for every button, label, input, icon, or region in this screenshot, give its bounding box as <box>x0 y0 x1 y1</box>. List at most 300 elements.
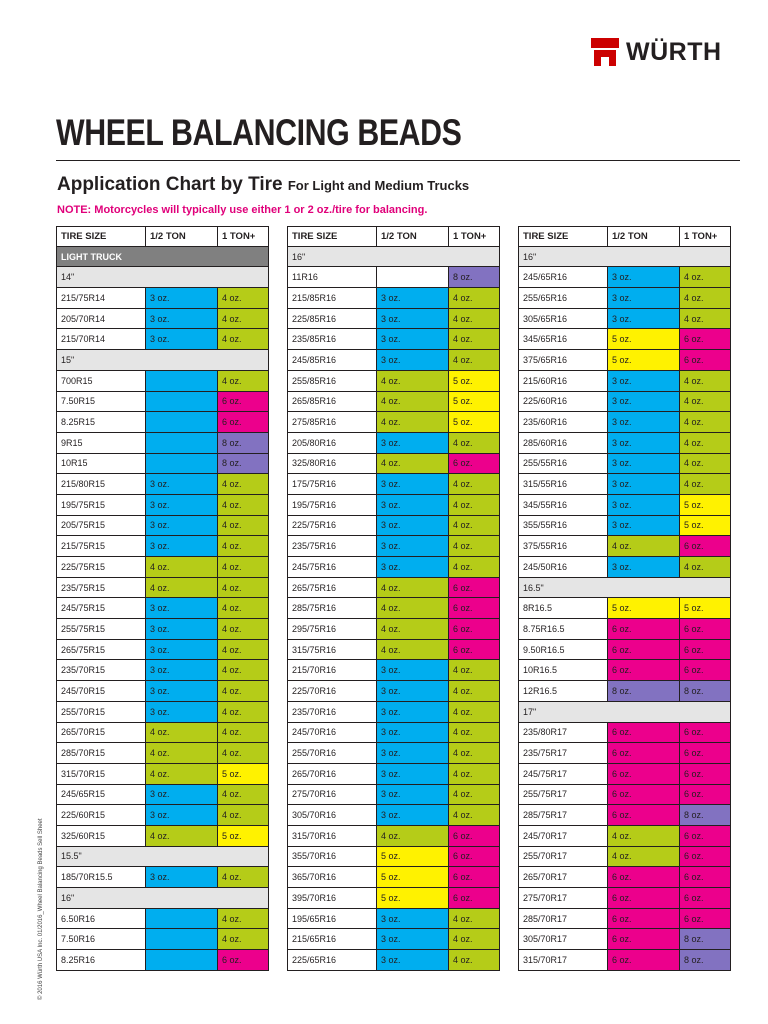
one-ton-cell: 6 oz. <box>680 888 731 909</box>
table-row <box>518 288 731 309</box>
tire-size-cell: 235/80R17 <box>518 723 608 744</box>
one-ton-cell: 4 oz. <box>680 392 731 413</box>
one-ton-cell: 4 oz. <box>680 267 731 288</box>
table-row <box>518 681 731 702</box>
category-row <box>518 578 731 599</box>
tire-size-cell: 8.25R16 <box>56 950 146 971</box>
tire-size-cell: 205/75R15 <box>56 516 146 537</box>
table-row <box>287 516 500 537</box>
half-ton-cell: 3 oz. <box>377 309 449 330</box>
one-ton-cell: 6 oz. <box>680 743 731 764</box>
one-ton-cell: 8 oz. <box>218 454 269 475</box>
tire-size-cell: 315/70R16 <box>287 826 377 847</box>
table-row <box>287 557 500 578</box>
half-ton-cell: 4 oz. <box>608 847 680 868</box>
half-ton-cell: 6 oz. <box>608 805 680 826</box>
one-ton-cell: 4 oz. <box>449 495 500 516</box>
subtitle-main: Application Chart by Tire <box>57 174 283 195</box>
tire-size-cell: 255/70R17 <box>518 847 608 868</box>
table-row <box>56 640 269 661</box>
table-row <box>287 909 500 930</box>
tire-size-cell: 255/75R17 <box>518 785 608 806</box>
tire-size-cell: 10R16.5 <box>518 660 608 681</box>
rim-size-label: 14" <box>56 267 269 288</box>
one-ton-cell: 6 oz. <box>449 867 500 888</box>
category-row <box>518 247 731 268</box>
tire-size-cell: 8.25R15 <box>56 412 146 433</box>
one-ton-cell: 6 oz. <box>680 909 731 930</box>
table-row <box>518 329 731 350</box>
half-ton-cell: 6 oz. <box>608 640 680 661</box>
one-ton-cell: 5 oz. <box>218 764 269 785</box>
one-ton-cell: 4 oz. <box>218 557 269 578</box>
tire-size-cell: 7.50R15 <box>56 392 146 413</box>
table-row <box>518 929 731 950</box>
table-row <box>518 785 731 806</box>
tire-size-cell: 215/60R16 <box>518 371 608 392</box>
half-ton-cell: 4 oz. <box>377 640 449 661</box>
half-ton-cell: 4 oz. <box>146 723 218 744</box>
one-ton-cell: 4 oz. <box>218 805 269 826</box>
tire-size-cell: 195/65R16 <box>287 909 377 930</box>
one-ton-cell: 6 oz. <box>680 785 731 806</box>
table-row <box>56 702 269 723</box>
one-ton-cell: 6 oz. <box>218 412 269 433</box>
half-ton-cell: 3 oz. <box>146 288 218 309</box>
tire-size-cell: 315/75R16 <box>287 640 377 661</box>
tire-size-cell: 325/60R15 <box>56 826 146 847</box>
half-ton-cell: 5 oz. <box>608 329 680 350</box>
table-row <box>518 536 731 557</box>
one-ton-cell: 4 oz. <box>218 619 269 640</box>
tire-size-cell: 225/70R16 <box>287 681 377 702</box>
subtitle-small: For Light and Medium Trucks <box>287 178 470 193</box>
tire-size-cell: 285/60R16 <box>518 433 608 454</box>
rim-size-label: 16.5" <box>518 578 731 599</box>
one-ton-cell: 5 oz. <box>680 516 731 537</box>
tire-size-cell: 215/75R15 <box>56 536 146 557</box>
one-ton-cell: 4 oz. <box>449 805 500 826</box>
category-row <box>56 267 269 288</box>
half-ton-cell: 3 oz. <box>146 536 218 557</box>
tire-size-cell: 12R16.5 <box>518 681 608 702</box>
table-row <box>518 950 731 971</box>
wurth-logo-icon <box>590 37 620 67</box>
tire-size-cell: 345/55R16 <box>518 495 608 516</box>
table-header-row <box>287 226 500 247</box>
half-ton-cell: 3 oz. <box>377 764 449 785</box>
tire-size-cell: 245/70R16 <box>287 723 377 744</box>
tire-size-cell: 225/60R15 <box>56 805 146 826</box>
brand-name: WÜRTH <box>626 37 722 66</box>
half-ton-cell: 3 oz. <box>146 474 218 495</box>
tire-size-cell: 365/70R16 <box>287 867 377 888</box>
one-ton-cell: 4 oz. <box>680 412 731 433</box>
tire-size-cell: 225/85R16 <box>287 309 377 330</box>
half-ton-cell: 4 oz. <box>377 598 449 619</box>
half-ton-cell: 5 oz. <box>377 867 449 888</box>
table-row <box>287 805 500 826</box>
one-ton-cell: 8 oz. <box>680 929 731 950</box>
header-cell: 1 TON+ <box>218 226 269 247</box>
table-row <box>56 929 269 950</box>
half-ton-cell: 6 oz. <box>608 909 680 930</box>
tire-size-cell: 185/70R15.5 <box>56 867 146 888</box>
table-row <box>56 805 269 826</box>
table-row <box>56 723 269 744</box>
tire-size-cell: 8R16.5 <box>518 598 608 619</box>
half-ton-cell: 5 oz. <box>608 350 680 371</box>
half-ton-cell: 3 oz. <box>608 433 680 454</box>
table-row <box>56 681 269 702</box>
half-ton-cell <box>146 392 218 413</box>
tire-size-cell: 315/70R15 <box>56 764 146 785</box>
tire-size-cell: 9.50R16.5 <box>518 640 608 661</box>
table-row <box>287 371 500 392</box>
tire-size-cell: 9R15 <box>56 433 146 454</box>
tire-size-cell: 275/85R16 <box>287 412 377 433</box>
one-ton-cell: 4 oz. <box>449 785 500 806</box>
one-ton-cell: 6 oz. <box>449 454 500 475</box>
half-ton-cell: 4 oz. <box>146 578 218 599</box>
one-ton-cell: 4 oz. <box>218 474 269 495</box>
table-row <box>287 454 500 475</box>
wurth-logo <box>590 34 740 70</box>
table-row <box>287 619 500 640</box>
tire-size-cell: 245/85R16 <box>287 350 377 371</box>
one-ton-cell: 6 oz. <box>680 764 731 785</box>
table-row <box>56 557 269 578</box>
half-ton-cell: 3 oz. <box>377 288 449 309</box>
half-ton-cell: 3 oz. <box>377 681 449 702</box>
half-ton-cell <box>146 929 218 950</box>
tire-size-cell: 245/65R15 <box>56 785 146 806</box>
half-ton-cell: 3 oz. <box>608 392 680 413</box>
one-ton-cell: 8 oz. <box>680 950 731 971</box>
table-row <box>56 474 269 495</box>
tire-size-cell: 245/70R15 <box>56 681 146 702</box>
one-ton-cell: 4 oz. <box>218 329 269 350</box>
one-ton-cell: 6 oz. <box>218 950 269 971</box>
note: NOTE: Motorcycles will typically use either 1 or 2 oz./tire for balancing. <box>57 204 428 216</box>
half-ton-cell: 3 oz. <box>608 454 680 475</box>
table-row <box>518 267 731 288</box>
one-ton-cell: 4 oz. <box>449 288 500 309</box>
one-ton-cell: 4 oz. <box>218 723 269 744</box>
half-ton-cell: 3 oz. <box>377 723 449 744</box>
one-ton-cell: 5 oz. <box>449 371 500 392</box>
half-ton-cell <box>146 412 218 433</box>
one-ton-cell: 4 oz. <box>449 433 500 454</box>
tire-size-cell: 245/75R15 <box>56 598 146 619</box>
table-row <box>518 454 731 475</box>
one-ton-cell: 4 oz. <box>680 288 731 309</box>
one-ton-cell: 6 oz. <box>680 640 731 661</box>
table-row <box>518 743 731 764</box>
table-row <box>287 681 500 702</box>
tire-size-cell: 8.75R16.5 <box>518 619 608 640</box>
one-ton-cell: 6 oz. <box>680 350 731 371</box>
header-cell: 1/2 TON <box>377 226 449 247</box>
one-ton-cell: 4 oz. <box>218 640 269 661</box>
one-ton-cell: 4 oz. <box>218 495 269 516</box>
header-cell: TIRE SIZE <box>287 226 377 247</box>
tire-size-cell: 305/65R16 <box>518 309 608 330</box>
half-ton-cell: 6 oz. <box>608 950 680 971</box>
one-ton-cell: 6 oz. <box>680 847 731 868</box>
table-row <box>287 847 500 868</box>
tire-size-cell: 245/50R16 <box>518 557 608 578</box>
tire-size-cell: 245/70R17 <box>518 826 608 847</box>
half-ton-cell: 5 oz. <box>377 847 449 868</box>
one-ton-cell: 4 oz. <box>218 536 269 557</box>
table-row <box>287 495 500 516</box>
table-row <box>56 785 269 806</box>
application-table-1 <box>56 226 269 971</box>
table-row <box>518 371 731 392</box>
one-ton-cell: 4 oz. <box>449 309 500 330</box>
half-ton-cell: 3 oz. <box>146 681 218 702</box>
one-ton-cell: 4 oz. <box>449 723 500 744</box>
table-row <box>56 433 269 454</box>
table-row <box>56 371 269 392</box>
rim-size-label: 17" <box>518 702 731 723</box>
subtitle <box>57 174 469 196</box>
tire-size-cell: 255/55R16 <box>518 454 608 475</box>
half-ton-cell: 3 oz. <box>377 557 449 578</box>
one-ton-cell: 6 oz. <box>680 660 731 681</box>
tire-size-cell: 235/70R16 <box>287 702 377 723</box>
one-ton-cell: 4 oz. <box>218 702 269 723</box>
half-ton-cell: 3 oz. <box>377 929 449 950</box>
half-ton-cell: 4 oz. <box>377 454 449 475</box>
tire-size-cell: 375/65R16 <box>518 350 608 371</box>
category-row <box>287 247 500 268</box>
tire-size-cell: 255/75R15 <box>56 619 146 640</box>
tire-size-cell: 700R15 <box>56 371 146 392</box>
table-row <box>56 329 269 350</box>
table-row <box>56 660 269 681</box>
table-row <box>287 785 500 806</box>
tire-size-cell: 275/70R17 <box>518 888 608 909</box>
one-ton-cell: 6 oz. <box>680 536 731 557</box>
half-ton-cell: 3 oz. <box>377 660 449 681</box>
half-ton-cell <box>146 433 218 454</box>
header-cell: 1 TON+ <box>680 226 731 247</box>
tire-size-cell: 175/75R16 <box>287 474 377 495</box>
tire-size-cell: 265/70R16 <box>287 764 377 785</box>
one-ton-cell: 4 oz. <box>218 909 269 930</box>
table-row <box>287 288 500 309</box>
table-row <box>287 764 500 785</box>
table-row <box>518 474 731 495</box>
one-ton-cell: 8 oz. <box>680 681 731 702</box>
half-ton-cell: 4 oz. <box>146 743 218 764</box>
tire-size-cell: 235/75R15 <box>56 578 146 599</box>
tire-size-cell: 205/70R14 <box>56 309 146 330</box>
half-ton-cell: 4 oz. <box>608 536 680 557</box>
one-ton-cell: 4 oz. <box>218 578 269 599</box>
table-row <box>518 433 731 454</box>
tire-size-cell: 215/70R16 <box>287 660 377 681</box>
half-ton-cell: 4 oz. <box>377 412 449 433</box>
tire-size-cell: 265/85R16 <box>287 392 377 413</box>
one-ton-cell: 4 oz. <box>449 474 500 495</box>
table-row <box>518 309 731 330</box>
one-ton-cell: 6 oz. <box>218 392 269 413</box>
one-ton-cell: 8 oz. <box>449 267 500 288</box>
one-ton-cell: 4 oz. <box>218 309 269 330</box>
one-ton-cell: 6 oz. <box>680 826 731 847</box>
half-ton-cell: 3 oz. <box>377 329 449 350</box>
one-ton-cell: 6 oz. <box>449 640 500 661</box>
table-row <box>518 660 731 681</box>
table-row <box>518 516 731 537</box>
tire-size-cell: 265/75R15 <box>56 640 146 661</box>
table-row <box>287 267 500 288</box>
one-ton-cell: 4 oz. <box>218 929 269 950</box>
table-row <box>287 950 500 971</box>
one-ton-cell: 6 oz. <box>680 619 731 640</box>
one-ton-cell: 8 oz. <box>680 805 731 826</box>
one-ton-cell: 5 oz. <box>449 412 500 433</box>
one-ton-cell: 4 oz. <box>218 785 269 806</box>
table-row <box>518 495 731 516</box>
tire-size-cell: 255/70R15 <box>56 702 146 723</box>
half-ton-cell: 3 oz. <box>608 516 680 537</box>
rim-size-label: 16" <box>287 247 500 268</box>
one-ton-cell: 6 oz. <box>449 619 500 640</box>
tire-size-cell: 225/75R16 <box>287 516 377 537</box>
rim-size-label: 16" <box>518 247 731 268</box>
table-row <box>287 578 500 599</box>
half-ton-cell: 4 oz. <box>146 826 218 847</box>
table-row <box>287 640 500 661</box>
one-ton-cell: 5 oz. <box>680 495 731 516</box>
table-row <box>56 598 269 619</box>
application-table-2 <box>287 226 500 971</box>
tire-size-cell: 235/70R15 <box>56 660 146 681</box>
half-ton-cell: 3 oz. <box>377 495 449 516</box>
header-cell: TIRE SIZE <box>518 226 608 247</box>
one-ton-cell: 4 oz. <box>449 350 500 371</box>
rim-size-label: 15.5" <box>56 847 269 868</box>
table-row <box>287 433 500 454</box>
table-row <box>518 619 731 640</box>
one-ton-cell: 4 oz. <box>449 516 500 537</box>
one-ton-cell: 4 oz. <box>218 598 269 619</box>
table-row <box>287 660 500 681</box>
tire-size-cell: 215/65R16 <box>287 929 377 950</box>
one-ton-cell: 4 oz. <box>449 557 500 578</box>
tire-size-cell: 285/75R16 <box>287 598 377 619</box>
category-row <box>518 702 731 723</box>
category-label: LIGHT TRUCK <box>56 247 269 268</box>
table-row <box>287 309 500 330</box>
one-ton-cell: 4 oz. <box>449 329 500 350</box>
tire-size-cell: 245/65R16 <box>518 267 608 288</box>
table-row <box>287 350 500 371</box>
half-ton-cell: 6 oz. <box>608 743 680 764</box>
table-row <box>56 454 269 475</box>
tire-size-cell: 245/75R17 <box>518 764 608 785</box>
tire-size-cell: 11R16 <box>287 267 377 288</box>
half-ton-cell: 4 oz. <box>377 826 449 847</box>
tire-size-cell: 10R15 <box>56 454 146 475</box>
table-header-row <box>56 226 269 247</box>
one-ton-cell: 4 oz. <box>680 454 731 475</box>
half-ton-cell <box>377 267 449 288</box>
half-ton-cell: 3 oz. <box>608 288 680 309</box>
one-ton-cell: 4 oz. <box>680 309 731 330</box>
half-ton-cell: 5 oz. <box>377 888 449 909</box>
one-ton-cell: 6 oz. <box>449 598 500 619</box>
tire-size-cell: 395/70R16 <box>287 888 377 909</box>
table-row <box>56 412 269 433</box>
category-row <box>56 847 269 868</box>
table-row <box>518 847 731 868</box>
table-row <box>56 495 269 516</box>
half-ton-cell: 5 oz. <box>608 598 680 619</box>
one-ton-cell: 4 oz. <box>449 702 500 723</box>
half-ton-cell: 3 oz. <box>146 598 218 619</box>
tire-size-cell: 305/70R17 <box>518 929 608 950</box>
tire-size-cell: 315/55R16 <box>518 474 608 495</box>
one-ton-cell: 6 oz. <box>449 826 500 847</box>
table-row <box>518 640 731 661</box>
half-ton-cell: 3 oz. <box>377 536 449 557</box>
tire-size-cell: 315/70R17 <box>518 950 608 971</box>
one-ton-cell: 4 oz. <box>449 681 500 702</box>
one-ton-cell: 5 oz. <box>449 392 500 413</box>
one-ton-cell: 6 oz. <box>449 847 500 868</box>
table-row <box>56 578 269 599</box>
half-ton-cell: 3 oz. <box>146 495 218 516</box>
tire-size-cell: 255/70R16 <box>287 743 377 764</box>
one-ton-cell: 4 oz. <box>680 474 731 495</box>
table-row <box>287 329 500 350</box>
table-row <box>287 743 500 764</box>
rim-size-label: 16" <box>56 888 269 909</box>
tire-size-cell: 235/85R16 <box>287 329 377 350</box>
half-ton-cell: 6 oz. <box>608 660 680 681</box>
table-row <box>287 474 500 495</box>
header-cell: 1/2 TON <box>608 226 680 247</box>
half-ton-cell: 3 oz. <box>608 495 680 516</box>
tire-size-cell: 275/70R16 <box>287 785 377 806</box>
half-ton-cell: 3 oz. <box>146 640 218 661</box>
half-ton-cell <box>146 909 218 930</box>
header-cell: 1/2 TON <box>146 226 218 247</box>
tire-size-cell: 6.50R16 <box>56 909 146 930</box>
half-ton-cell <box>146 371 218 392</box>
half-ton-cell: 3 oz. <box>377 474 449 495</box>
table-header-row <box>518 226 731 247</box>
half-ton-cell: 3 oz. <box>146 516 218 537</box>
half-ton-cell: 3 oz. <box>146 805 218 826</box>
half-ton-cell: 3 oz. <box>608 474 680 495</box>
table-row <box>287 702 500 723</box>
tire-size-cell: 245/75R16 <box>287 557 377 578</box>
tire-size-cell: 215/85R16 <box>287 288 377 309</box>
tire-size-cell: 225/65R16 <box>287 950 377 971</box>
tire-size-cell: 265/70R15 <box>56 723 146 744</box>
half-ton-cell: 3 oz. <box>146 619 218 640</box>
tire-size-cell: 235/60R16 <box>518 412 608 433</box>
half-ton-cell: 3 oz. <box>608 557 680 578</box>
one-ton-cell: 5 oz. <box>680 598 731 619</box>
tire-size-cell: 285/70R17 <box>518 909 608 930</box>
